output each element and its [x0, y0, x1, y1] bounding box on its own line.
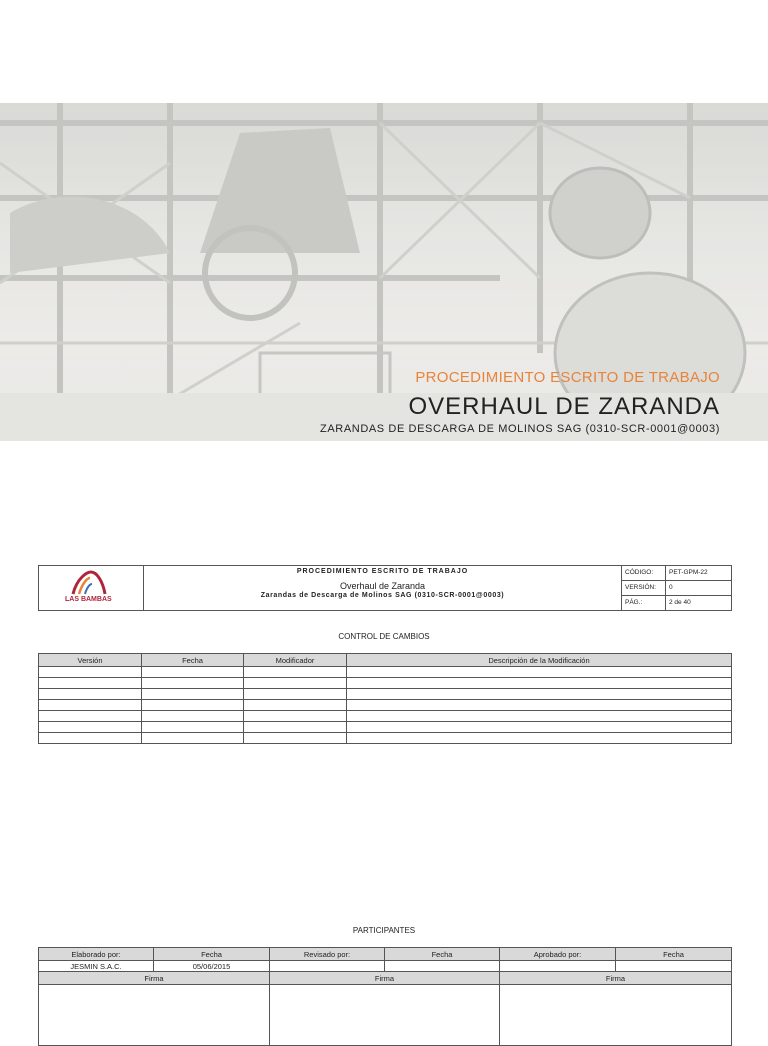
elaborado-por-value[interactable]: JESMIN S.A.C. — [39, 961, 154, 972]
cover-title: OVERHAUL DE ZARANDA — [408, 393, 720, 420]
revisado-por-value[interactable] — [270, 961, 385, 972]
document-header — [38, 565, 732, 611]
table-cell[interactable] — [39, 678, 142, 689]
version-label: VERSIÓN: — [625, 584, 657, 591]
signature-box[interactable] — [39, 985, 270, 1046]
revisado-fecha-value[interactable] — [385, 961, 500, 972]
table-cell[interactable] — [347, 722, 732, 733]
table-cell[interactable] — [39, 667, 142, 678]
table-cell[interactable] — [244, 689, 347, 700]
divider — [665, 596, 666, 610]
code-row — [622, 566, 731, 581]
column-header: Fecha — [616, 948, 732, 961]
code-label: CÓDIGO: — [625, 569, 654, 576]
table-cell[interactable] — [39, 689, 142, 700]
column-header: Modificador — [244, 654, 347, 667]
header-meta — [622, 566, 731, 610]
aprobado-fecha-value[interactable] — [616, 961, 732, 972]
page-row — [622, 596, 731, 610]
doc-title: Overhaul de Zaranda — [339, 581, 426, 591]
table-cell[interactable] — [347, 678, 732, 689]
column-header: Descripción de la Modificación — [347, 654, 732, 667]
version-value: 0 — [669, 584, 673, 591]
table-cell[interactable] — [39, 722, 142, 733]
elaborado-fecha-value[interactable]: 05/06/2015 — [154, 961, 270, 972]
table-cell[interactable] — [244, 711, 347, 722]
page-value: 2 de 40 — [669, 599, 691, 606]
table-cell[interactable] — [142, 733, 244, 744]
divider — [665, 581, 666, 595]
cover-subtitle: ZARANDAS DE DESCARGA DE MOLINOS SAG (0310-SCR-0001@0003) — [320, 423, 720, 435]
signature-header: Firma — [500, 972, 732, 985]
column-header: Fecha — [385, 948, 500, 961]
logo-text: LAS BAMBAS — [65, 596, 112, 603]
signature-box[interactable] — [270, 985, 500, 1046]
table-row — [39, 961, 732, 972]
cover-kicker: PROCEDIMIENTO ESCRITO DE TRABAJO — [415, 369, 720, 386]
table-cell[interactable] — [244, 722, 347, 733]
doc-type: PROCEDIMIENTO ESCRITO DE TRABAJO — [296, 568, 469, 575]
table-cell[interactable] — [39, 733, 142, 744]
changes-title: CONTROL DE CAMBIOS — [338, 632, 430, 641]
table-cell[interactable] — [142, 700, 244, 711]
company-logo — [39, 566, 144, 610]
table-cell[interactable] — [244, 678, 347, 689]
column-header: Aprobado por: — [500, 948, 616, 961]
signature-row — [39, 985, 732, 1046]
plant-illustration — [0, 103, 768, 441]
column-header: Elaborado por: — [39, 948, 154, 961]
table-row — [39, 722, 732, 733]
participants-table — [38, 947, 732, 1046]
code-value: PET-GPM-22 — [669, 569, 708, 576]
signature-header: Firma — [39, 972, 270, 985]
table-cell[interactable] — [347, 689, 732, 700]
column-header: Fecha — [154, 948, 270, 961]
page-label: PÁG.: — [625, 599, 643, 606]
table-row — [39, 689, 732, 700]
participants-title: PARTICIPANTES — [352, 926, 416, 935]
table-cell[interactable] — [142, 667, 244, 678]
table-cell[interactable] — [39, 711, 142, 722]
table-row — [39, 733, 732, 744]
table-cell[interactable] — [39, 700, 142, 711]
version-row — [622, 581, 731, 596]
table-cell[interactable] — [347, 700, 732, 711]
doc-subtitle: Zarandas de Descarga de Molinos SAG (0310-SCR-0001@0003) — [260, 592, 505, 599]
signature-header-row — [39, 972, 732, 985]
table-cell[interactable] — [347, 667, 732, 678]
table-cell[interactable] — [244, 700, 347, 711]
table-row — [39, 667, 732, 678]
table-cell[interactable] — [244, 733, 347, 744]
aprobado-por-value[interactable] — [500, 961, 616, 972]
table-cell[interactable] — [347, 733, 732, 744]
signature-header: Firma — [270, 972, 500, 985]
table-row — [39, 678, 732, 689]
table-cell[interactable] — [142, 711, 244, 722]
column-header: Revisado por: — [270, 948, 385, 961]
table-cell[interactable] — [244, 667, 347, 678]
table-header-row — [39, 948, 732, 961]
mountain-logo-icon — [69, 570, 109, 596]
divider — [665, 566, 666, 580]
table-cell[interactable] — [142, 722, 244, 733]
table-cell[interactable] — [347, 711, 732, 722]
table-row — [39, 711, 732, 722]
signature-box[interactable] — [500, 985, 732, 1046]
table-cell[interactable] — [142, 689, 244, 700]
header-title-block — [144, 566, 622, 610]
table-cell[interactable] — [142, 678, 244, 689]
table-header-row — [39, 654, 732, 667]
cover-banner — [0, 103, 768, 441]
changes-table — [38, 653, 732, 744]
column-header: Fecha — [142, 654, 244, 667]
table-row — [39, 700, 732, 711]
column-header: Versión — [39, 654, 142, 667]
